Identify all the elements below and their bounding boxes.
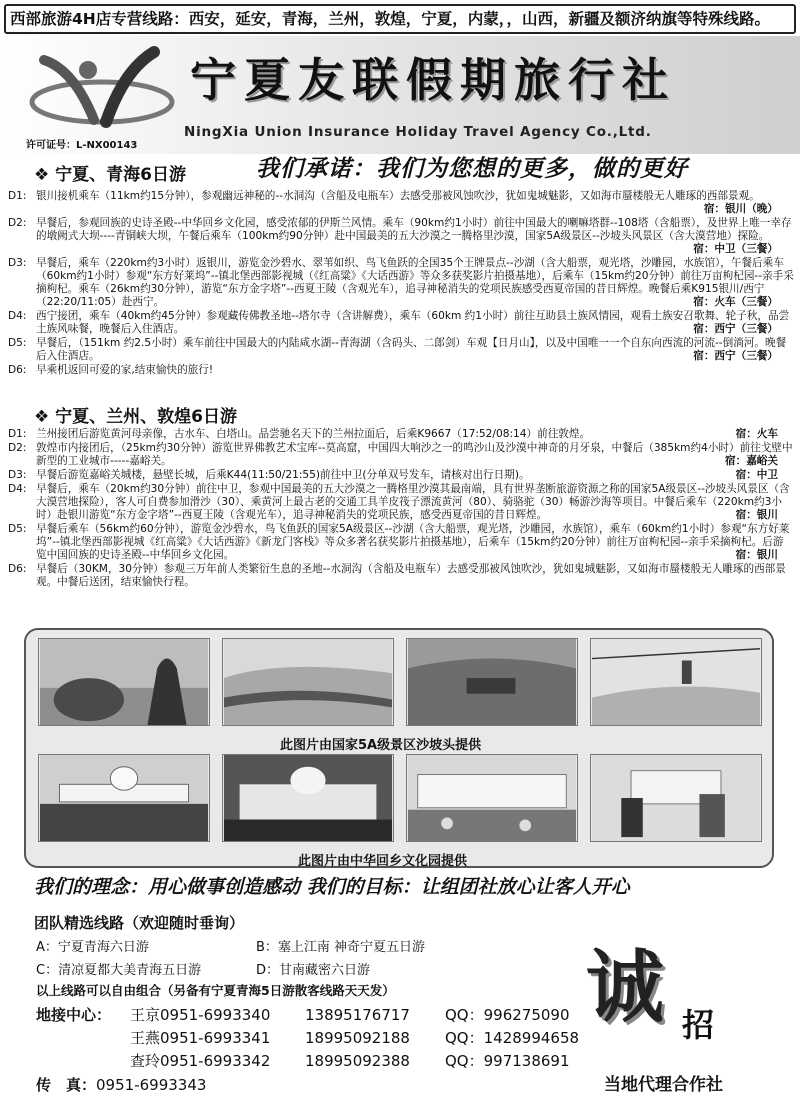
gallery-credit-top: 此图片由国家5A级景区沙坡头提供	[280, 738, 482, 753]
itinerary-day: D3: 早餐后，乘车（220km约3小时）返银川，游览金沙碧水、翠苇如织、鸟飞鱼跃的全国35个王牌景点--沙湖（含大船票，观光塔，沙雕园，水族馆），午餐后乘车（60km约1小时）参观“东方好莱坞”--镇北堡西部影视城（《红高粱》《大话西游》等众多获奖影片拍摄基地），后乘车（15km约20分钟）前往万亩枸杞园--亲手采摘枸杞。乘车（26km约30分钟），游览“东方金字塔”--西夏王陵（含观光车），追寻神秘消失的党项民族感受西夏帝国的昔日辉煌。晚餐后乘K915银川/西宁（22:20/11:05）赴西宁。 宿：火车（三餐）	[8, 257, 794, 308]
recruit-big-char: 诚	[586, 942, 665, 1033]
itinerary-day: D6: 早餐后（30KM，30分钟）参观三万年前人类繁衍生息的圣地--水洞沟（含船及电瓶车）去感受那被风蚀吹沙，犹如鬼城魅影，又如海市蜃楼般无人雕琢的西部景观。中餐后送团，结束愉快行程。	[8, 563, 786, 588]
selection-item: C：清凉夏都大美青海五日游	[36, 963, 202, 978]
selection-item: D：甘南藏密六日游	[256, 963, 371, 978]
route1-itinerary	[8, 190, 794, 378]
itinerary-day: D6: 早乘机返回可爱的家,结束愉快的旅行!	[8, 364, 214, 376]
itinerary-day: D1: 兰州接团后游览黄河母亲像，古水车、白塔山。品尝驰名天下的兰州拉面后，后乘K9667（17:52/08:14）前往敦煌。 宿：火车	[8, 428, 778, 440]
selection-list	[36, 936, 476, 982]
itinerary-day: D5: 早餐后，（151km 约2.5小时）乘车前往中国最大的内陆咸水湖--青海湖（含码头、二郎剑）车观【日月山】，以及中国唯一一个自东向西流的河流--倒淌河。晚餐后入住酒店。 宿：西宁（三餐）	[8, 337, 787, 362]
itinerary-day: D2: 敦煌市内接团后，（25km约30分钟）游览世界佛教艺术宝库--莫高窟，中国四大响沙之一的鸣沙山及沙漠中神奇的月牙泉，中餐后（385km约4小时）前往戈壁中新型的工业城市-----嘉峪关。 宿：嘉峪关	[8, 442, 793, 467]
combo-note: 以上线路可以自由组合（另备有宁夏青海5日游散客线路天天发）	[36, 983, 395, 998]
photo-river-rafting	[406, 638, 578, 726]
photo-desert-river	[222, 638, 394, 726]
contact-qq: QQ：1428994658	[445, 1029, 580, 1047]
contact-mobile: 13895176717	[305, 1006, 410, 1024]
photo-desert-zipline	[590, 638, 762, 726]
motto: 我们的理念：用心做事创造感动 我们的目标：让组团社放心让客人开心	[34, 876, 630, 898]
contacts-label: 地接中心：	[36, 1006, 112, 1024]
photo-gallery	[24, 628, 774, 868]
contact-mobile: 18995092188	[305, 1029, 410, 1047]
contacts	[36, 1004, 579, 1073]
contact-qq: QQ：997138691	[445, 1052, 570, 1070]
agent-recruit-text: 当地代理合作社	[604, 1075, 723, 1095]
route1-title: ❖ 宁夏、青海6日游	[34, 165, 186, 185]
itinerary-day: D4: 早餐后，乘车（20km约30分钟）前往中卫，参观中国最美的五大沙漠之一腾格里沙漠其最南端，具有世界垄断旅游资源之称的国家5A级景区--沙坡头风景区（含大漠营地探险），客人可自费参加滑沙（30）、乘黄河上最古老的交通工具羊皮筏子漂流黄河（80）、骑骆驼（30）畅游沙海等项目。中餐后乘车（220km约3小时）赴银川游览“东方金字塔”--西夏王陵（含观光车），追寻神秘消失的党项民族，感受西夏帝国的昔日辉煌。 宿：银川	[8, 483, 790, 521]
route2-itinerary	[8, 428, 794, 590]
photo-dancers	[590, 754, 762, 842]
photo-desert-sculpture	[38, 638, 210, 726]
gallery-credit-bottom: 此图片由中华回乡文化园提供	[298, 854, 468, 869]
itinerary-day: D1: 银川接机乘车（11km约15分钟），参观幽远神秘的--水洞沟（含船及电瓶车）去感受那被风蚀吹沙，犹如鬼城魅影，又如海市蜃楼般无人雕琢的西部景观。 宿：银川（晚）	[8, 190, 778, 215]
brand-name-en: NingXia Union Insurance Holiday Travel Agency Co.,Ltd.	[184, 124, 652, 140]
header	[0, 36, 800, 154]
contact-qq: QQ：996275090	[445, 1006, 570, 1024]
contact-phone: 查玲0951-6993342	[130, 1052, 271, 1070]
photo-palace-garden	[406, 754, 578, 842]
photo-mosque-reflection	[38, 754, 210, 842]
top-banner: 西部旅游4H店专营线路：西安，延安，青海，兰州，敦煌，宁夏，内蒙，，山西，新疆及额济纳旗等特殊线路。	[4, 4, 796, 34]
contact-phone: 王京0951-6993340	[130, 1006, 271, 1024]
selection-title: 团队精选线路（欢迎随时垂询）	[34, 914, 245, 932]
slogan: 我们承诺：我们为您想的更多，做的更好	[256, 155, 688, 182]
contact-phone: 王燕0951-6993341	[130, 1029, 271, 1047]
itinerary-day: D5: 早餐后乘车（56km约60分钟），游览金沙碧水，鸟飞鱼跃的国家5A级景区--沙湖（含大船票，观光塔，沙雕园，水族馆），乘车（60km约1小时）参观“东方好莱坞”--镇北堡西部影视城《红高粱》《大话西游》《新龙门客栈》等众多著名获奖影片拍摄基地），后乘车（15km约20分钟）前往万亩枸杞园--亲手采摘枸杞。后游览中国回族的史诗圣殿--中华回乡文化园。 宿：银川	[8, 523, 790, 561]
license-number: 许可证号：L-NX00143	[26, 140, 138, 151]
itinerary-day: D3: 早餐后游览嘉峪关城楼，悬壁长城，后乘K44(11:50/21:55)前往中卫(分单双号发车，请核对出行日期)。 宿：中卫	[8, 469, 778, 481]
recruit-small-char: 招	[682, 1006, 715, 1044]
route2-title: ❖ 宁夏、兰州、敦煌6日游	[34, 407, 237, 427]
fax: 传 真：0951-6993343	[36, 1076, 207, 1094]
contact-mobile: 18995092388	[305, 1052, 410, 1070]
photo-palace-night	[222, 754, 394, 842]
agency-logo-icon	[24, 40, 184, 140]
itinerary-day: D2: 早餐后，参观回族的史诗圣殿--中华回乡文化园，感受浓郁的伊斯兰风情。乘车（90km约1小时）前往中国最大的喇嘛塔群--108塔（含船票），及世界上唯一幸存的墩阙式大坝----青铜峡大坝，午餐后乘车（100km约90分钟）赴中国最美的五大沙漠之一腾格里沙漠，国家5A级景区--沙坡头风景区（含大漠营地）探险。 宿：中卫（三餐）	[8, 217, 792, 255]
selection-item: B：塞上江南 神奇宁夏五日游	[256, 940, 426, 955]
selection-item: A：宁夏青海六日游	[36, 940, 149, 955]
brand-name-cn: 宁夏友联假期旅行社	[190, 53, 676, 107]
itinerary-day: D4: 西宁接团，乘车（40km约45分钟）参观藏传佛教圣地--塔尔寺（含讲解费），乘车（60km 约1小时）前往互助县土族风情园，观看土族安召歌舞、轮子秋，品尝土族风味餐，晚餐后入住酒店。 宿：西宁（三餐）	[8, 310, 790, 335]
